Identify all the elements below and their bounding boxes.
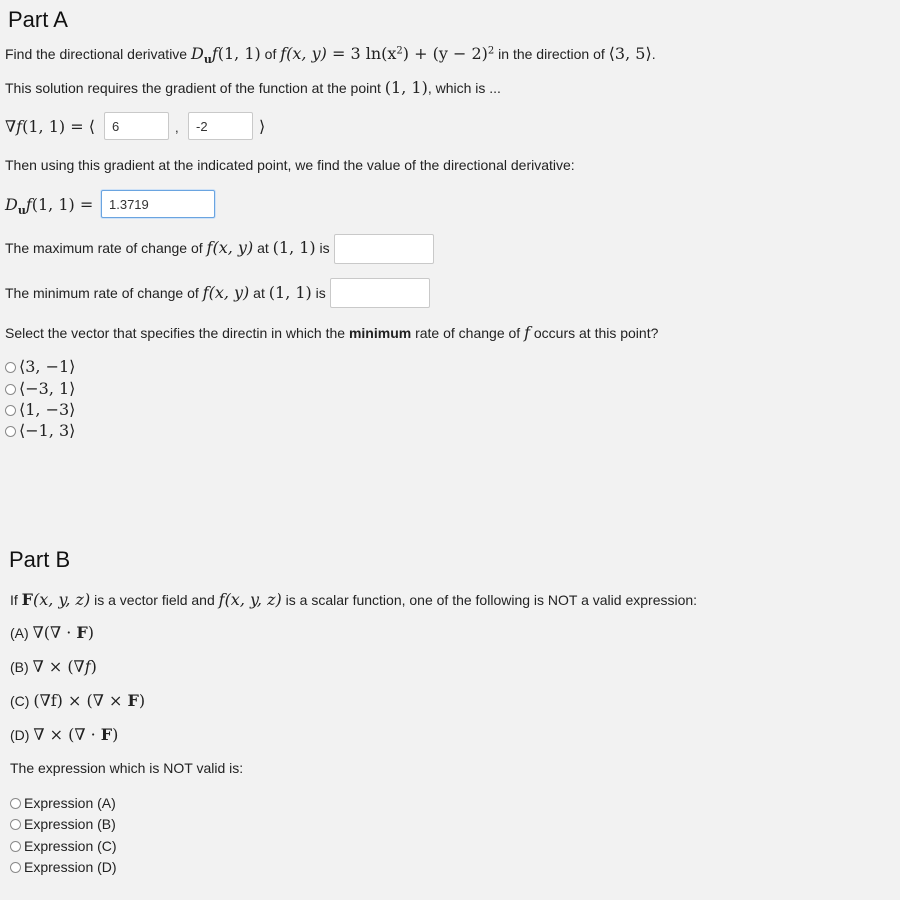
radio-circle-icon[interactable] [10,819,21,830]
text: at [253,240,273,256]
vector-option-1[interactable] [5,357,75,376]
option-label: ⟨1, −3⟩ [19,400,76,419]
gradient-x-input[interactable] [104,112,169,140]
radio-circle-icon[interactable] [10,841,21,852]
option-label: Expression (B) [24,816,116,832]
math-sup: 2 [396,45,403,57]
math-point: (1, 1) [268,283,312,302]
math-vector: ⟨3, 5⟩ [608,44,652,63]
option-label: ⟨−3, 1⟩ [19,379,76,398]
math-bold-f: F [21,590,34,609]
expr-math: ∇ × (∇ · [33,725,101,744]
expression-b [10,657,97,676]
text: is a scalar function, one of the following is NOT a valid expression: [281,592,698,608]
radio-circle-icon[interactable] [5,405,16,416]
expr-math: (∇f) × (∇ × [33,691,128,710]
expression-option-c[interactable] [10,838,117,854]
math-expr2: ) + (y − 2) [402,44,488,63]
option-label: Expression (D) [24,859,117,875]
math-f: f [25,195,32,214]
expression-a [10,623,94,642]
text-bold: minimum [348,325,412,341]
question-gradient [5,78,501,97]
nabla-symbol: ∇ [5,117,17,136]
text: is [315,240,330,256]
math-u: u [203,52,212,66]
math-f: f [524,323,530,342]
math-f: f [211,44,218,63]
not-valid-prompt: The expression which is NOT valid is: [10,760,244,776]
math-fxy: f(x, y) [280,44,327,63]
text: is a vector field and [90,592,219,608]
text: at [249,285,269,301]
part-a-title: Part A [8,7,68,32]
radio-circle-icon[interactable] [10,798,21,809]
part-b-title: Part B [9,547,71,572]
expr-bold: F [127,691,139,710]
text: This solution requires the gradient of the function at the point [5,80,385,96]
expr-label: (D) [10,727,34,743]
gradient-label [5,117,95,136]
radio-circle-icon[interactable] [10,862,21,873]
expression-d [10,725,118,744]
text: , which is ... [427,80,501,96]
expr-end: ) [138,691,146,710]
math-fxy: f(x, y) [202,283,250,302]
text: rate of change of [411,325,525,341]
part-b-question [10,590,697,609]
radio-circle-icon[interactable] [5,426,16,437]
expr-math: ∇(∇ · [32,623,77,642]
expr-bold: F [100,725,113,744]
math-point: (1, 1) = ⟨ [22,117,95,136]
question-directional-derivative [5,44,656,66]
expr-italic: f [84,657,91,676]
question-then-using: Then using this gradient at the indicated point, we find the value of the directional derivative: [5,157,575,173]
max-rate-input[interactable] [334,234,434,264]
radio-circle-icon[interactable] [5,362,16,373]
math-point: (1, 1) [384,78,428,97]
option-label: ⟨−1, 3⟩ [19,421,76,440]
question-text: Find the directional derivative [5,46,191,62]
math-u: u [17,203,26,217]
text-of: of [260,46,281,62]
expr-label: (C) [10,693,34,709]
math-expr: = 3 ln(x [326,44,397,63]
math-d: D [5,195,18,214]
option-label: Expression (A) [24,795,116,811]
text: If [10,592,22,608]
text: occurs at this point? [529,325,659,341]
text: is [311,285,326,301]
expression-option-a[interactable] [10,795,116,811]
option-label: ⟨3, −1⟩ [19,357,76,376]
expr-end: ) [112,725,119,744]
expression-c [10,691,145,710]
math-f: f [16,117,23,136]
text: The maximum rate of change of [5,240,207,256]
text-direction: in the direction of [494,46,609,62]
gradient-y-input[interactable] [188,112,253,140]
math-rest: (1, 1) = [31,195,94,214]
text: Select the vector that specifies the directin in which the [5,325,349,341]
math-point: (1, 1) [272,238,316,257]
min-rate-input[interactable] [330,278,430,308]
radio-circle-icon[interactable] [5,384,16,395]
vector-option-3[interactable] [5,400,75,419]
text: The minimum rate of change of [5,285,203,301]
expr-end: ) [87,623,95,642]
vector-option-4[interactable] [5,421,75,440]
math-sup2: 2 [487,45,495,57]
expr-end: ) [90,657,97,676]
option-label: Expression (C) [24,838,117,854]
expr-label: (A) [10,625,33,641]
vector-option-2[interactable] [5,379,75,398]
max-rate-label [5,238,330,257]
expr-label: (B) [10,659,33,675]
math-fxy: f(x, y) [206,238,254,257]
directional-derivative-input[interactable] [101,190,215,218]
math-point: (1, 1) [217,44,261,63]
expr-bold: F [76,623,88,642]
select-vector-question [5,323,658,342]
gradient-close: ⟩ [259,117,266,136]
expr-math: ∇ × (∇ [32,657,85,676]
expression-option-d[interactable] [10,859,117,875]
min-rate-label [5,283,326,302]
text-dot: . [651,46,656,62]
gradient-comma: , [175,120,179,135]
math-d: D [191,44,204,63]
math-args: (x, y, z) [33,590,91,609]
directional-derivative-label [5,195,93,217]
math-fxyz: f(x, y, z) [218,590,282,609]
expression-option-b[interactable] [10,816,116,832]
